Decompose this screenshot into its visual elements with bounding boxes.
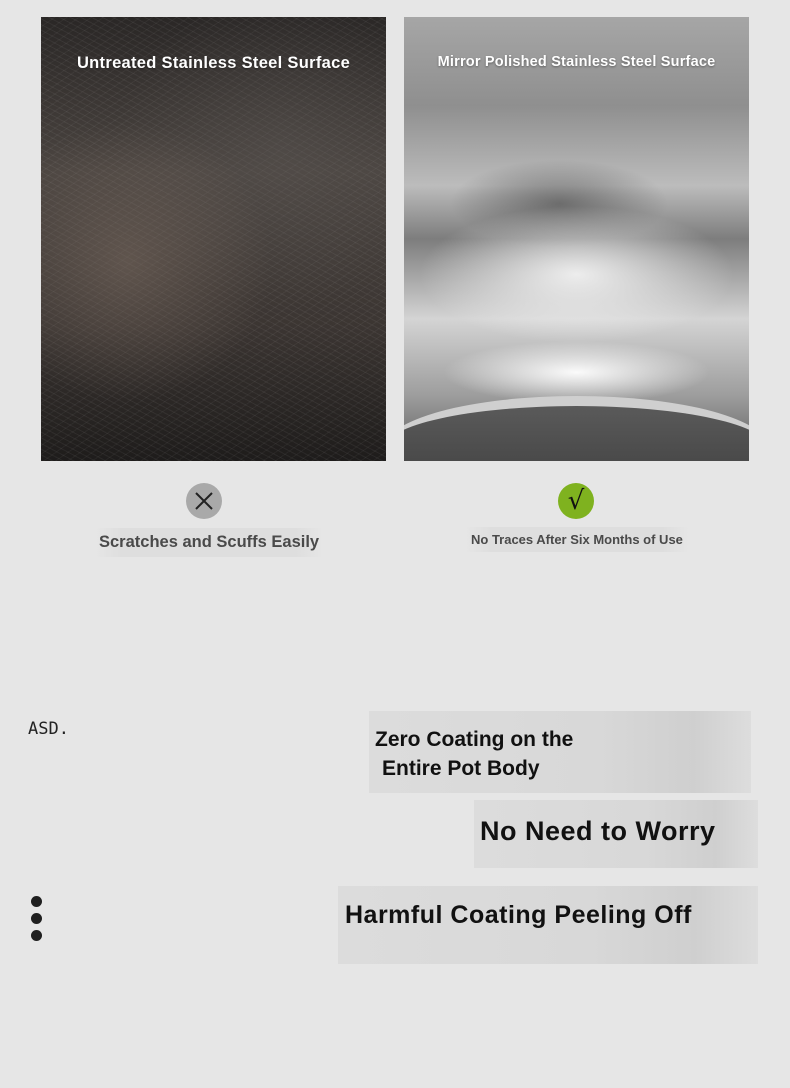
polished-steel-title: Mirror Polished Stainless Steel Surface [437, 54, 716, 70]
no-traces-caption: No Traces After Six Months of Use [465, 527, 689, 552]
pot-rim [404, 396, 749, 461]
polished-steel-image [404, 17, 749, 461]
claim-line-1: Zero Coating on the [375, 728, 574, 751]
x-icon-glyph [194, 491, 214, 511]
check-glyph: √ [567, 486, 585, 516]
x-icon [186, 483, 222, 519]
dot [31, 913, 42, 924]
dot [31, 930, 42, 941]
claim-line-2: Entire Pot Body [382, 757, 540, 780]
scratches-caption: Scratches and Scuffs Easily [95, 528, 323, 557]
no-worry-claim [474, 800, 758, 868]
dot [31, 896, 42, 907]
brand-logo: ASD. [28, 719, 69, 739]
untreated-steel-image [41, 17, 386, 461]
claim-line-4: Harmful Coating Peeling Off [345, 901, 692, 929]
dots-decoration [31, 896, 42, 947]
zero-coating-claim [369, 711, 751, 793]
claim-line-3: No Need to Worry [480, 816, 716, 846]
peeling-claim [338, 886, 758, 964]
untreated-steel-title: Untreated Stainless Steel Surface [76, 54, 351, 72]
check-icon [558, 483, 594, 519]
